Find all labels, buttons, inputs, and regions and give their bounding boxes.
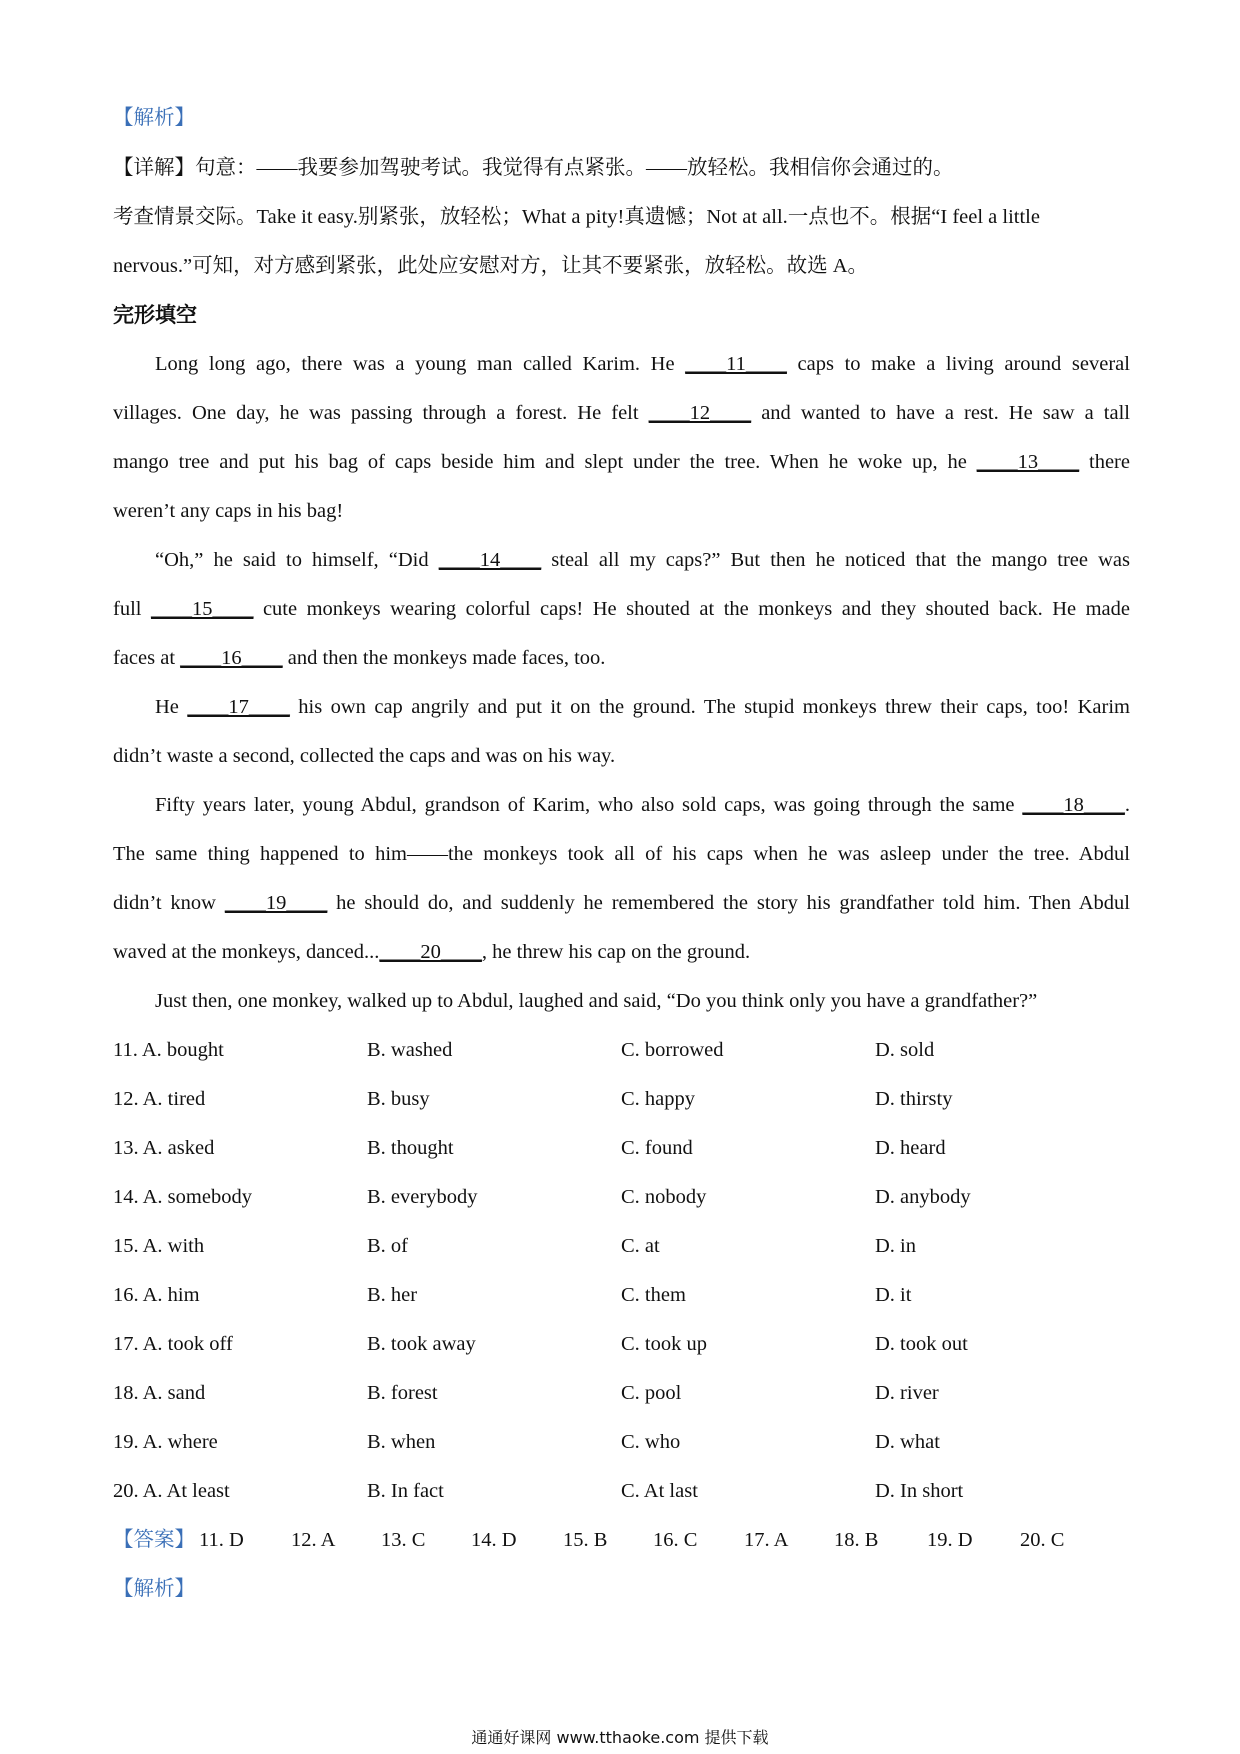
passage-text: Long long ago, there was a young man called Karim. He	[155, 353, 686, 375]
answer-item: 12. A	[291, 1529, 336, 1551]
passage-text: and then the monkeys made faces, too.	[282, 647, 606, 669]
blank-13: ____13____	[976, 451, 1080, 473]
option-a: 17. A. took off	[113, 1333, 233, 1355]
question-row	[113, 1330, 1130, 1358]
passage-text: full	[113, 598, 151, 620]
passage-line	[113, 938, 1130, 966]
question-row	[113, 1085, 1130, 1113]
option-a: 16. A. him	[113, 1284, 200, 1306]
analysis-label	[113, 104, 1130, 132]
option-a: 20. A. At least	[113, 1480, 230, 1502]
answer-item: 11. D	[199, 1529, 244, 1551]
passage-line	[113, 595, 1130, 623]
option-b: B. her	[367, 1284, 418, 1306]
option-a: 11. A. bought	[113, 1039, 224, 1061]
passage-line	[113, 448, 1130, 476]
option-a: 18. A. sand	[113, 1382, 206, 1404]
passage-text: , he threw his cap on the ground.	[481, 941, 751, 963]
blank-19: ____19____	[224, 892, 328, 914]
option-a: 19. A. where	[113, 1431, 218, 1453]
blank-11: ____11____	[685, 353, 787, 375]
page-footer: 通通好课网 www.tthaoke.com 提供下载	[471, 1728, 769, 1747]
passage-text: steal all my caps?” But then he noticed that the mango tree was	[541, 549, 1130, 571]
passage-text: .	[1124, 794, 1130, 816]
passage-text: He	[155, 696, 188, 718]
option-b: B. busy	[367, 1088, 430, 1110]
option-b: B. thought	[367, 1137, 454, 1159]
analysis-label	[113, 1575, 1130, 1603]
answer-item: 20. C	[1020, 1529, 1065, 1551]
option-d: D. it	[875, 1284, 912, 1306]
answer-row	[113, 1526, 1130, 1554]
answer-item: 17. A	[744, 1529, 789, 1551]
option-c: C. At last	[621, 1480, 698, 1502]
option-c: C. took up	[621, 1333, 707, 1355]
passage-line	[113, 889, 1130, 917]
option-c: C. borrowed	[621, 1039, 724, 1061]
question-row	[113, 1183, 1130, 1211]
detail-line-1	[113, 154, 1130, 182]
answer-item: 14. D	[471, 1529, 517, 1551]
passage-line	[113, 791, 1130, 819]
question-row	[113, 1036, 1130, 1064]
option-c: C. found	[621, 1137, 693, 1159]
option-b: B. washed	[367, 1039, 453, 1061]
passage-text: he should do, and suddenly he remembered the story his grandfather told him. Then Abdul	[327, 892, 1130, 914]
passage-text: Fifty years later, young Abdul, grandson of Karim, who also sold caps, was going through the same	[155, 794, 1023, 816]
analysis-label-text: 【解析】	[113, 107, 195, 129]
option-a: 15. A. with	[113, 1235, 205, 1257]
passage-text: waved at the monkeys, danced...	[113, 941, 380, 963]
passage-text: caps to make a living around several	[786, 353, 1130, 375]
option-d: D. thirsty	[875, 1088, 953, 1110]
detail-line-3: nervous.”可知，对方感到紧张，此处应安慰对方，让其不要紧张，放轻松。故选 A。	[113, 255, 869, 277]
answer-item: 18. B	[834, 1529, 879, 1551]
option-c: C. happy	[621, 1088, 696, 1110]
passage-line	[113, 350, 1130, 378]
blank-20: ____20____	[379, 941, 482, 963]
detail-text: 句意：——我要参加驾驶考试。我觉得有点紧张。——放轻松。我相信你会通过的。	[195, 157, 954, 179]
passage-text: cute monkeys wearing colorful caps! He shouted at the monkeys and they shouted back. He made	[253, 598, 1130, 620]
option-b: B. In fact	[367, 1480, 444, 1502]
answer-item: 16. C	[653, 1529, 698, 1551]
passage-text: and wanted to have a rest. He saw a tall	[751, 402, 1130, 424]
option-a: 12. A. tired	[113, 1088, 206, 1110]
blank-15: ____15____	[150, 598, 254, 620]
passage-text: didn’t know	[113, 892, 225, 914]
passage-line: weren’t any caps in his bag!	[113, 500, 344, 522]
passage-line	[113, 399, 1130, 427]
option-d: D. river	[875, 1382, 939, 1404]
passage-text: there	[1079, 451, 1130, 473]
option-c: C. nobody	[621, 1186, 707, 1208]
option-d: D. sold	[875, 1039, 935, 1061]
passage-text: faces at	[113, 647, 181, 669]
option-c: C. them	[621, 1284, 686, 1306]
answer-item: 13. C	[381, 1529, 426, 1551]
passage-line	[113, 546, 1130, 574]
question-row	[113, 1134, 1130, 1162]
answer-item: 15. B	[563, 1529, 608, 1551]
answer-item: 19. D	[927, 1529, 973, 1551]
option-d: D. In short	[875, 1480, 964, 1502]
option-b: B. took away	[367, 1333, 476, 1355]
option-b: B. of	[367, 1235, 408, 1257]
question-row	[113, 1232, 1130, 1260]
option-a: 13. A. asked	[113, 1137, 215, 1159]
option-c: C. who	[621, 1431, 681, 1453]
passage-line	[113, 693, 1130, 721]
passage-text: villages. One day, he was passing through a forest. He felt	[113, 402, 649, 424]
passage-line	[113, 644, 1130, 672]
option-d: D. what	[875, 1431, 940, 1453]
option-c: C. pool	[621, 1382, 682, 1404]
option-b: B. everybody	[367, 1186, 478, 1208]
blank-16: ____16____	[180, 647, 283, 669]
question-row	[113, 1281, 1130, 1309]
question-row	[113, 1379, 1130, 1407]
blank-17: ____17____	[187, 696, 290, 718]
option-d: D. anybody	[875, 1186, 971, 1208]
analysis-label-text: 【解析】	[113, 1578, 195, 1600]
passage-text: “Oh,” he said to himself, “Did	[155, 549, 439, 571]
option-b: B. forest	[367, 1382, 438, 1404]
passage-line: Just then, one monkey, walked up to Abdul, laughed and said, “Do you think only you have a grandfather?”	[155, 990, 1038, 1012]
passage-text: his own cap angrily and put it on the ground. The stupid monkeys threw their caps, too! Karim	[289, 696, 1130, 718]
option-d: D. heard	[875, 1137, 946, 1159]
section-title: 完形填空	[113, 303, 197, 327]
passage-line: didn’t waste a second, collected the caps and was on his way.	[113, 745, 616, 767]
passage-text: mango tree and put his bag of caps beside him and slept under the tree. When he woke up, he	[113, 451, 977, 473]
option-b: B. when	[367, 1431, 436, 1453]
option-d: D. took out	[875, 1333, 968, 1355]
blank-18: ____18____	[1022, 794, 1125, 816]
blank-12: ____12____	[648, 402, 752, 424]
passage-line: The same thing happened to him——the monkeys took all of his caps when he was asleep under the tree. Abdul	[113, 843, 1130, 865]
option-c: C. at	[621, 1235, 660, 1257]
detail-label: 【详解】	[113, 157, 195, 179]
option-d: D. in	[875, 1235, 916, 1257]
blank-14: ____14____	[438, 549, 542, 571]
option-a: 14. A. somebody	[113, 1186, 252, 1208]
answer-label: 【答案】	[113, 1529, 195, 1551]
question-row	[113, 1477, 1130, 1505]
question-row	[113, 1428, 1130, 1456]
detail-line-2: 考查情景交际。Take it easy.别紧张，放轻松；What a pity!真遗憾；Not at all.一点也不。根据“I feel a little	[113, 206, 1040, 228]
